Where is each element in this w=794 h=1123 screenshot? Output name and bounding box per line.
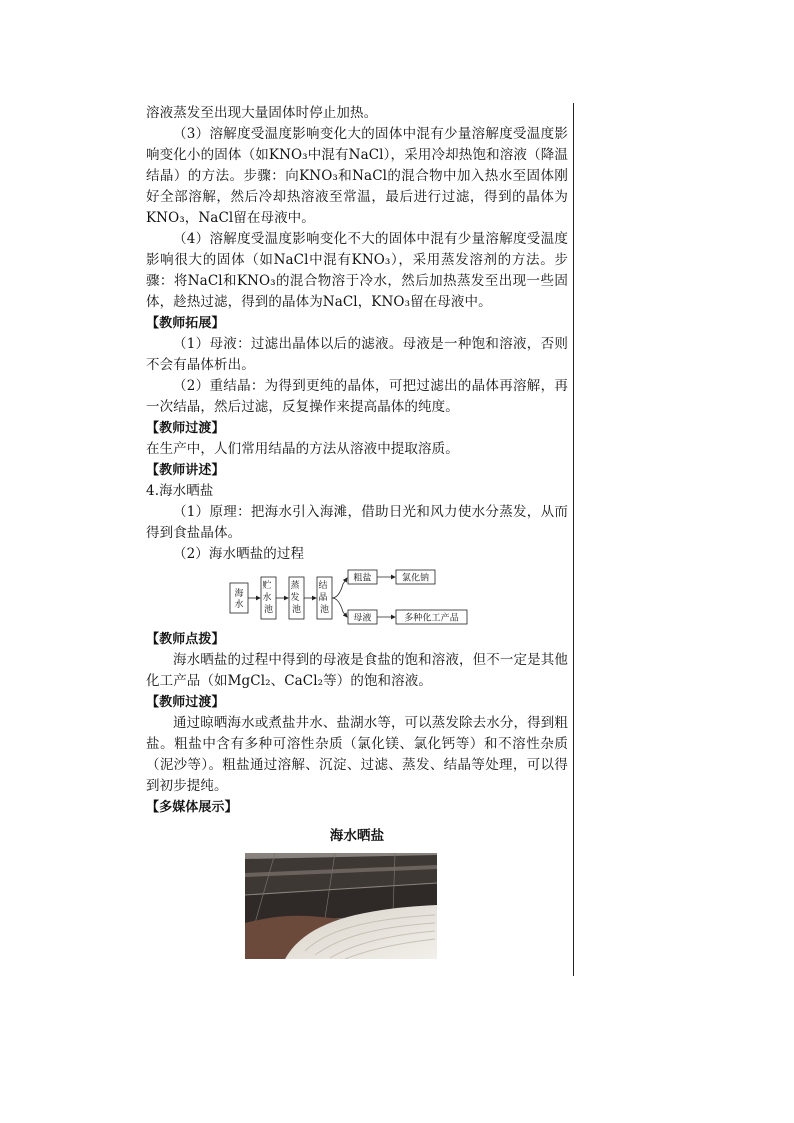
image-title: 海水晒盐: [329, 828, 385, 844]
paragraph: 溶液蒸发至出现大量固体时停止加热。: [146, 105, 378, 121]
paragraph: （3）溶解度受温度影响变化大的固体中混有少量溶解度受温度影响变化小的固体（如KNO₃中混有NaCl），采用冷却热饱和溶液（降温结晶）的方法。步骤：向KNO₃和NaCl的混合物中加入热水至固体刚好全部溶解，然后冷却热溶液至常温，最后进行过滤，得到的晶体为KNO₃，NaCl留在母液中。: [146, 126, 568, 226]
salt-pan-photo: [245, 853, 437, 959]
paragraph: （1）原理：把海水引入海滩，借助日光和风力使水分蒸发，从而得到食盐晶体。: [146, 504, 568, 541]
evaporation-pool-label: 蒸 发 池: [290, 581, 302, 615]
section-heading: 【多媒体展示】: [146, 800, 238, 815]
storage-pool-label: 贮 水 池: [262, 581, 274, 615]
section-heading: 【教师点拨】: [146, 632, 225, 647]
paragraph: （2）重结晶：为得到更纯的晶体，可把过滤出的晶体再溶解，再一次结晶，然后过滤，反复操作来提高晶体的纯度。: [146, 378, 568, 415]
paragraph: 4.海水晒盐: [146, 483, 214, 499]
salt-process-flowchart: [229, 569, 479, 625]
section-heading: 【教师拓展】: [146, 316, 225, 331]
paragraph: 在生产中，人们常用结晶的方法从溶液中提取溶质。: [146, 441, 459, 457]
section-heading: 【教师过渡】: [146, 695, 225, 710]
crystal-pool-label: 结 晶 池: [318, 581, 330, 615]
seawater-label: 海水: [234, 589, 244, 610]
mother-liquor-label: 母液: [353, 613, 372, 624]
sodium-chloride-label: 氯化钠: [401, 573, 430, 584]
paragraph: 通过晾晒海水或煮盐井水、盐湖水等，可以蒸发除去水分，得到粗盐。粗盐中含有多种可溶性杂质（氯化镁、氯化钙等）和不溶性杂质（泥沙等）。粗盐通过溶解、沉淀、过滤、蒸发、结晶等处理，可以得到初步提纯。: [146, 715, 568, 794]
paragraph: 海水晒盐的过程中得到的母液是食盐的饱和溶液，但不一定是其他化工产品（如MgCl₂、CaCl₂等）的饱和溶液。: [146, 652, 568, 689]
document-body: [146, 103, 568, 959]
section-heading: 【教师过渡】: [146, 421, 225, 436]
coarse-salt-label: 粗盐: [353, 573, 372, 584]
paragraph: （4）溶解度受温度影响变化不大的固体中混有少量溶解度受温度影响很大的固体（如NaCl中混有KNO₃），采用蒸发溶剂的方法。步骤：将NaCl和KNO₃的混合物溶于冷水，然后加热蒸发至出现一些固体，趁热过滤，得到的晶体为NaCl，KNO₃留在母液中。: [146, 231, 568, 310]
section-heading: 【教师讲述】: [146, 463, 225, 478]
paragraph: （2）海水晒盐的过程: [173, 546, 305, 562]
page-margin-line: [573, 103, 574, 976]
paragraph: （1）母液：过滤出晶体以后的滤液。母液是一种饱和溶液，否则不会有晶体析出。: [146, 336, 568, 373]
chemicals-label: 多种化工产品: [404, 613, 459, 624]
